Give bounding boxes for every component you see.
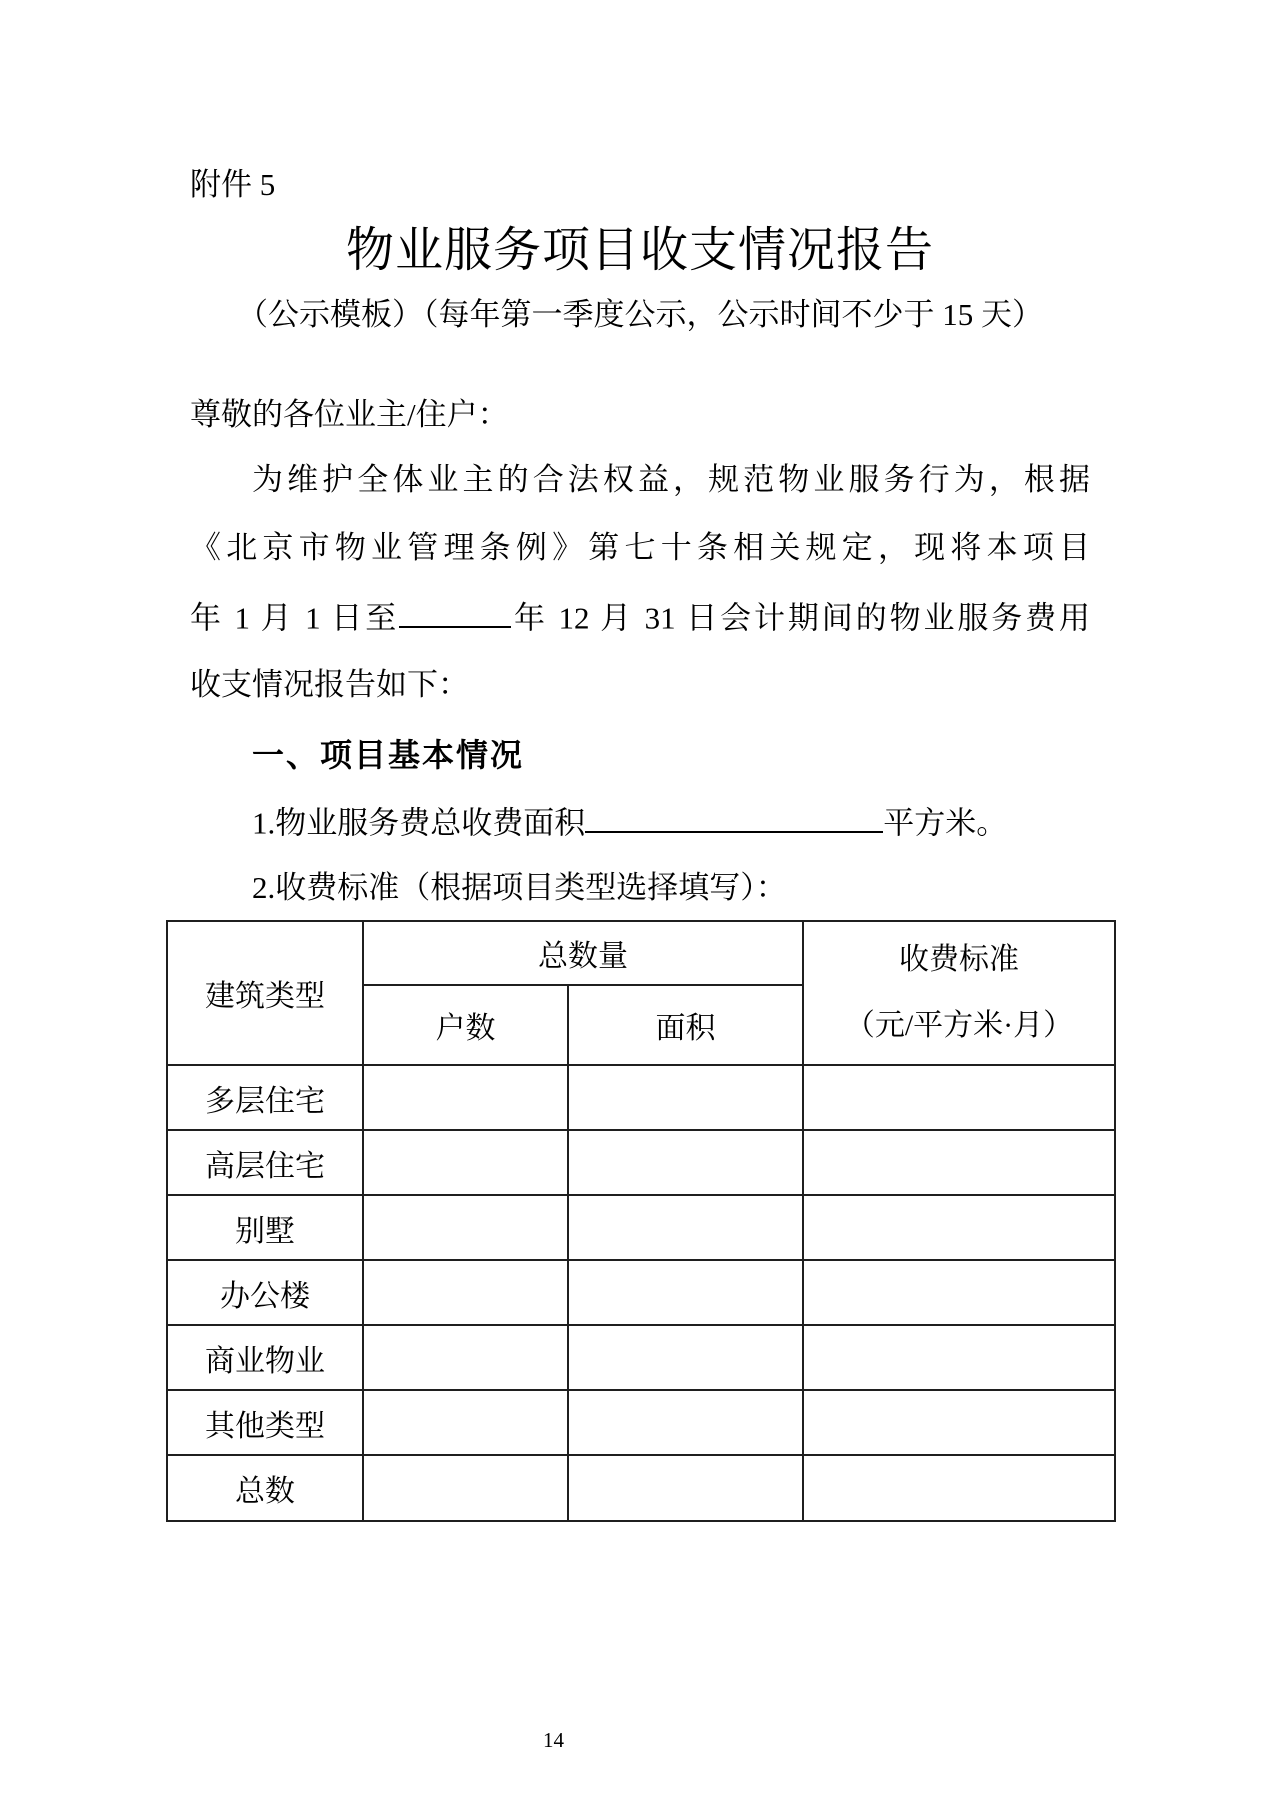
row-label: 总数 <box>167 1455 363 1521</box>
body-line-4: 收支情况报告如下： <box>190 667 469 702</box>
cell-fee <box>803 1325 1115 1390</box>
body-line-1: 为维护全体业主的合法权益，规范物业服务行为，根据 <box>252 462 1090 497</box>
section-1-item-1 <box>252 802 1007 843</box>
cell-households <box>363 1455 568 1521</box>
header-fee-standard-line2: （元/平方米·月） <box>844 1009 1074 1042</box>
cell-fee <box>803 1195 1115 1260</box>
row-label: 高层住宅 <box>167 1130 363 1195</box>
header-fee-standard <box>803 921 1115 1065</box>
body-line-3-post: 年 12 月 31 日会计期间的物业服务费用 <box>511 600 1090 636</box>
row-label: 别墅 <box>167 1195 363 1260</box>
attachment-label: 附件 5 <box>190 167 276 202</box>
cell-fee <box>803 1390 1115 1455</box>
cell-area <box>568 1195 803 1260</box>
header-total-quantity: 总数量 <box>363 921 803 985</box>
cell-households <box>363 1065 568 1130</box>
salutation-line: 尊敬的各位业主/住户： <box>190 397 509 432</box>
table-header-row-1 <box>167 921 1115 985</box>
cell-area <box>568 1325 803 1390</box>
cell-area <box>568 1390 803 1455</box>
cell-area <box>568 1130 803 1195</box>
cell-area <box>568 1455 803 1521</box>
page-number: 14 <box>543 1728 564 1752</box>
table-row <box>167 1455 1115 1521</box>
body-line-3-pre: 年 1 月 1 日至 <box>190 600 400 636</box>
cell-households <box>363 1130 568 1195</box>
page-subtitle: （公示模板）（每年第一季度公示，公示时间不少于 15 天） <box>237 297 1043 332</box>
table-row <box>167 1195 1115 1260</box>
cell-fee <box>803 1260 1115 1325</box>
cell-households <box>363 1195 568 1260</box>
fill-in-blank-total-area <box>585 802 883 833</box>
section-1-item-2: 2.收费标准（根据项目类型选择填写）： <box>252 870 787 905</box>
cell-fee <box>803 1130 1115 1195</box>
table-row <box>167 1390 1115 1455</box>
fill-in-blank-year <box>399 597 511 628</box>
row-label: 商业物业 <box>167 1325 363 1390</box>
header-building-type: 建筑类型 <box>167 921 363 1065</box>
row-label: 多层住宅 <box>167 1065 363 1130</box>
table-row <box>167 1260 1115 1325</box>
cell-households <box>363 1390 568 1455</box>
row-label: 办公楼 <box>167 1260 363 1325</box>
item-1-text: 1.物业服务费总收费面积 <box>252 805 586 841</box>
cell-households <box>363 1260 568 1325</box>
page-title: 物业服务项目收支情况报告 <box>345 224 934 277</box>
header-area: 面积 <box>568 985 803 1065</box>
cell-households <box>363 1325 568 1390</box>
fee-standard-table <box>166 920 1116 1522</box>
table-row <box>167 1065 1115 1130</box>
item-1-unit: 平方米。 <box>883 805 1008 841</box>
row-label: 其他类型 <box>167 1390 363 1455</box>
table-row <box>167 1325 1115 1390</box>
cell-area <box>568 1065 803 1130</box>
cell-area <box>568 1260 803 1325</box>
header-households: 户数 <box>363 985 568 1065</box>
cell-fee <box>803 1065 1115 1130</box>
cell-fee <box>803 1455 1115 1521</box>
body-line-3 <box>190 597 1090 638</box>
header-fee-standard-line1: 收费标准 <box>899 943 1019 976</box>
table-row <box>167 1130 1115 1195</box>
section-1-heading: 一、项目基本情况 <box>252 737 525 773</box>
body-line-2: 《北京市物业管理条例》第七十条相关规定，现将本项目 <box>190 530 1090 565</box>
